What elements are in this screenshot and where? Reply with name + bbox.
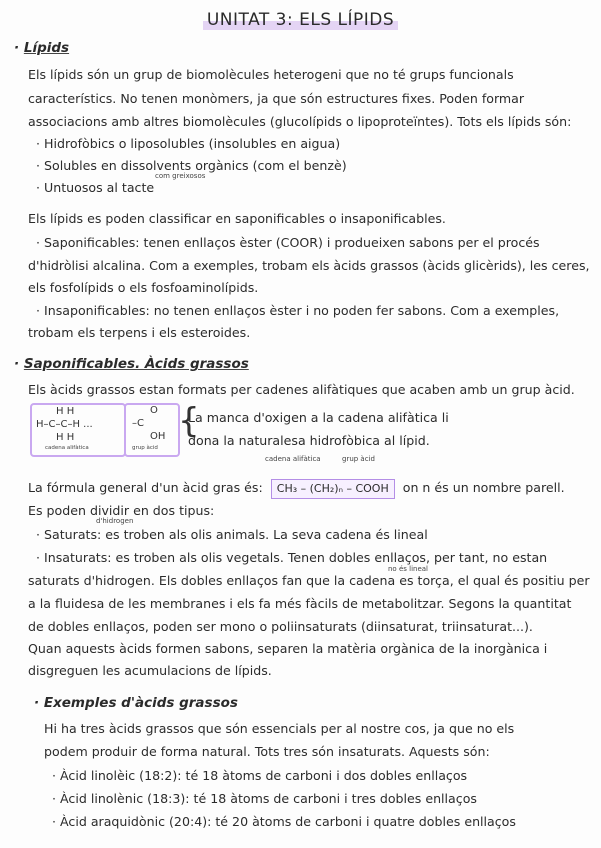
molecule-chain-bottom: H H (56, 432, 75, 443)
brace-text-line-1: La manca d'oxigen a la cadena alifàtica li (188, 410, 449, 425)
unsaturated-line-2: saturats d'hidrogen. Els dobles enllaços fan que la cadena es torça, el qual és positiu per (28, 573, 590, 588)
lipids-paragraph-line-1: Els lípids són un grup de biomolècules heterogeni que no té grups funcionals (28, 67, 514, 82)
lipids-property-2: · Solubles en dissolvents orgànics (com el benzè) (36, 158, 347, 173)
molecule-chain-top: H H (56, 406, 75, 417)
example-linoleic: · Àcid linolèic (18:2): té 18 àtoms de carboni i dos dobles enllaços (52, 768, 468, 783)
molecule-acid-c: –C (132, 418, 144, 429)
section-heading-fatty-acids: · Saponificables. Àcids grassos (14, 356, 249, 372)
molecule-acid-o: O (150, 405, 158, 416)
unsaturated-line-1: · Insaturats: es troben als olis vegetals. Tenen dobles enllaços, per tant, no estan (36, 550, 548, 565)
examples-intro-line-2: podem produir de forma natural. Tots tres són insaturats. Aquests són: (44, 744, 490, 759)
saponifiable-line-3: els fosfolípids o els fosfoaminolípids. (28, 280, 259, 295)
page-title: UNITAT 3: ELS LÍPIDS (0, 10, 601, 30)
formula-box: CH₃ – (CH₂)ₙ – COOH (271, 479, 395, 499)
insaponifiable-line-2: trobam els terpens i els esteroides. (28, 325, 251, 340)
molecule-acid-oh: OH (150, 431, 166, 442)
saturated-note: d'hidrogen (96, 517, 134, 525)
unsaturated-note: no és lineal (388, 565, 428, 573)
saponifiable-line-1: · Saponificables: tenen enllaços èster (COOR) i produeixen sabons per el procés (36, 235, 540, 250)
lipids-paragraph-line-2: característics. No tenen monòmers, ja que són estructures fixes. Poden formar (28, 91, 525, 106)
insaponifiable-line-1: · Insaponificables: no tenen enllaços èster i no poden fer sabons. Com a exemples, (36, 303, 560, 318)
types-intro: Es poden dividir en dos tipus: (28, 503, 215, 518)
unsaturated-line-3: a la fluidesa de les membranes i els fa més fàcils de metabolitzar. Segons la quantitat (28, 596, 572, 611)
formula-note-acid: grup àcid (342, 455, 375, 463)
saturated-line: · Saturats: es troben als olis animals. La seva cadena és lineal (36, 527, 428, 542)
margin-note-greasy: com greixosos (155, 172, 206, 180)
section-heading-lipids: · Lípids (14, 40, 70, 56)
example-arachidonic: · Àcid araquidònic (20:4): té 20 àtoms de carboni i quatre dobles enllaços (52, 814, 516, 829)
saponifiable-line-2: d'hidròlisi alcalina. Com a exemples, trobam els àcids grassos (àcids glicèrids), les ceres, (28, 258, 590, 273)
lipids-property-1: · Hidrofòbics o liposolubles (insolubles en aigua) (36, 136, 341, 151)
example-linolenic: · Àcid linolènic (18:3): té 18 àtoms de carboni i tres dobles enllaços (52, 791, 477, 806)
lipids-paragraph-line-3: associacions amb altres biomolècules (glucolípids o lipoproteïntes). Tots els lípids són: (28, 114, 572, 129)
soaps-line-2: disgreguen les acumulacions de lípids. (28, 663, 272, 678)
classification-paragraph: Els lípids es poden classificar en saponificables o insaponificables. (28, 211, 446, 226)
general-formula-line (28, 479, 565, 499)
unsaturated-line-4: de dobles enllaços, poden ser mono o poliinsaturats (diinsaturat, triinsaturat...). (28, 619, 533, 634)
formula-note-chain: cadena alifàtica (265, 455, 321, 463)
brace-symbol: { (178, 401, 200, 441)
molecule-label-acid: grup àcid (132, 445, 158, 451)
molecule-label-chain: cadena alifàtica (45, 445, 89, 451)
examples-intro-line-1: Hi ha tres àcids grassos que són essencials per al nostre cos, ja que no els (44, 721, 515, 736)
brace-text-line-2: dona la naturalesa hidrofòbica al lípid. (188, 433, 430, 448)
soaps-line-1: Quan aquests àcids formen sabons, separen la matèria orgànica de la inorgànica i (28, 641, 548, 656)
fatty-acids-intro: Els àcids grassos estan formats per cadenes alifàtiques que acaben amb un grup àcid. (28, 382, 575, 397)
molecule-chain-middle: H–C–C–H ... (36, 419, 93, 430)
lipids-property-3: · Untuosos al tacte (36, 180, 155, 195)
formula-outro: on n és un nombre parell. (402, 480, 565, 495)
formula-intro: La fórmula general d'un àcid gras és: (28, 480, 263, 495)
section-heading-examples: · Exemples d'àcids grassos (34, 695, 238, 711)
